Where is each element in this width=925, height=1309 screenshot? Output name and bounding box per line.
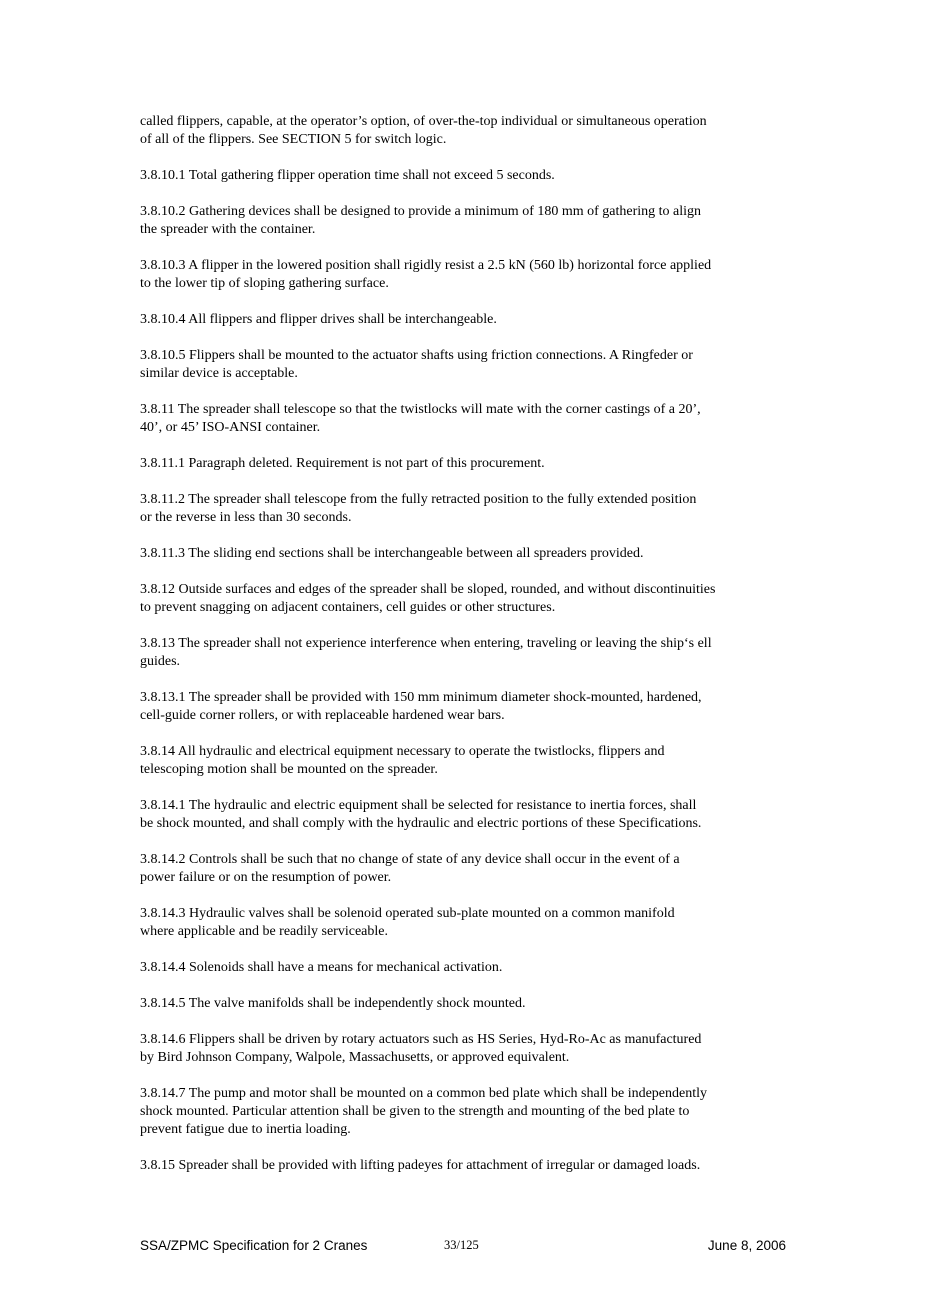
footer-page-number: 33/125	[444, 1238, 479, 1252]
paragraph: 3.8.14 All hydraulic and electrical equipment necessary to operate the twistlocks, flippers and telescoping motion shall be mounted on the spreader.	[140, 744, 665, 777]
paragraph: 3.8.14.5 The valve manifolds shall be independently shock mounted.	[140, 996, 526, 1011]
paragraph: 3.8.14.3 Hydraulic valves shall be solenoid operated sub-plate mounted on a common manifold where applicable and be readily serviceable.	[140, 906, 675, 939]
paragraph: 3.8.10.3 A flipper in the lowered position shall rigidly resist a 2.5 kN (560 lb) horizontal force applied to the lower tip of sloping gathering surface.	[140, 258, 712, 291]
paragraph: 3.8.14.4 Solenoids shall have a means for mechanical activation.	[140, 960, 503, 975]
footer-date: June 8, 2006	[707, 1238, 786, 1253]
paragraph: 3.8.11.3 The sliding end sections shall be interchangeable between all spreaders provided.	[140, 546, 644, 561]
paragraph: 3.8.14.1 The hydraulic and electric equipment shall be selected for resistance to inertia forces, shall be shock mounted, and shall comply with the hydraulic and electric portions of these Specifications.	[140, 798, 702, 831]
page-footer	[140, 1238, 786, 1256]
paragraph: 3.8.14.7 The pump and motor shall be mounted on a common bed plate which shall be independently shock mounted. Particular attention shall be given to the strength and mounting of the bed plate to prevent fatigue due to inertia loading.	[140, 1086, 708, 1137]
paragraph: 3.8.15 Spreader shall be provided with lifting padeyes for attachment of irregular or damaged loads.	[140, 1158, 701, 1173]
paragraph: 3.8.10.4 All flippers and flipper drives shall be interchangeable.	[140, 312, 497, 327]
paragraph: 3.8.14.2 Controls shall be such that no change of state of any device shall occur in the event of a power failure or on the resumption of power.	[140, 852, 680, 885]
footer-document-title: SSA/ZPMC Specification for 2 Cranes	[140, 1238, 368, 1253]
paragraph: 3.8.11.1 Paragraph deleted. Requirement is not part of this procurement.	[140, 456, 545, 471]
paragraph: called flippers, capable, at the operator’s option, of over-the-top individual or simultaneous operation of all of the flippers. See SECTION 5 for switch logic.	[140, 114, 707, 147]
paragraph: 3.8.10.1 Total gathering flipper operation time shall not exceed 5 seconds.	[140, 168, 555, 183]
paragraph: 3.8.13.1 The spreader shall be provided with 150 mm minimum diameter shock-mounted, hardened, cell-guide corner rollers, or with replaceable hardened wear bars.	[140, 690, 702, 723]
paragraph: 3.8.12 Outside surfaces and edges of the spreader shall be sloped, rounded, and without discontinuities to prevent snagging on adjacent containers, cell guides or other structures.	[140, 582, 716, 615]
paragraph: 3.8.10.2 Gathering devices shall be designed to provide a minimum of 180 mm of gathering to align the spreader with the container.	[140, 204, 702, 237]
paragraph: 3.8.13 The spreader shall not experience interference when entering, traveling or leaving the ship‘s ell guides.	[140, 636, 712, 669]
paragraph: 3.8.14.6 Flippers shall be driven by rotary actuators such as HS Series, Hyd-Ro-Ac as manufactured by Bird Johnson Company, Walpole, Massachusetts, or approved equivalent.	[140, 1032, 702, 1065]
document-body	[140, 113, 785, 1193]
paragraph: 3.8.11 The spreader shall telescope so that the twistlocks will mate with the corner castings of a 20’, 40’, or 45’ ISO-ANSI container.	[140, 402, 701, 435]
paragraph: 3.8.10.5 Flippers shall be mounted to the actuator shafts using friction connections. A Ringfeder or similar device is acceptable.	[140, 348, 693, 381]
paragraph: 3.8.11.2 The spreader shall telescope from the fully retracted position to the fully extended position or the reverse in less than 30 seconds.	[140, 492, 697, 525]
